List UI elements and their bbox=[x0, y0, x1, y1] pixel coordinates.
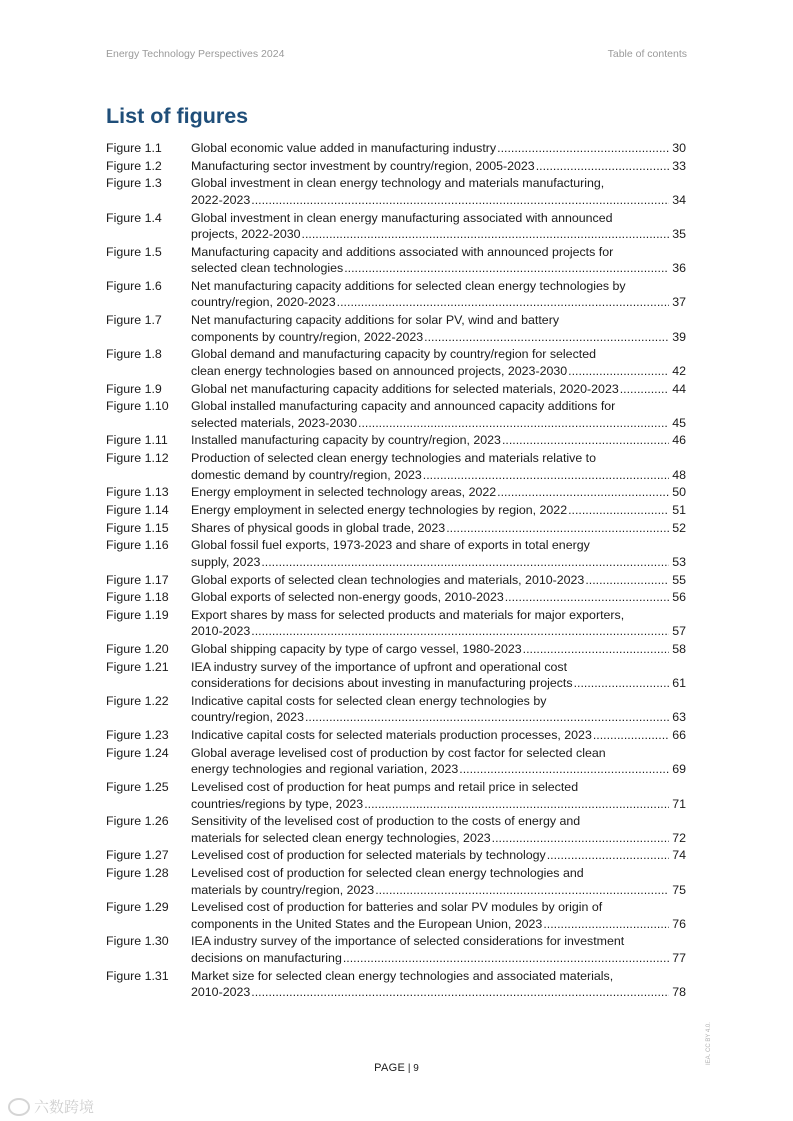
caption-text: Indicative capital costs for selected materials production processes, 2023 bbox=[191, 728, 592, 743]
caption-last-line bbox=[191, 192, 686, 209]
caption-last-line bbox=[191, 158, 686, 175]
caption-text: Global net manufacturing capacity additions for selected materials, 2020-2023 bbox=[191, 381, 619, 396]
page-reference[interactable]: 42 bbox=[672, 363, 686, 378]
caption-text: countries/regions by type, 2023 bbox=[191, 796, 364, 811]
caption-text: Energy employment in selected technology areas, 2022 bbox=[191, 485, 497, 500]
figure-caption bbox=[191, 432, 686, 449]
caption-text: considerations for decisions about investing in manufacturing projects bbox=[191, 676, 573, 691]
page-reference[interactable]: 48 bbox=[672, 467, 686, 482]
dot-leader bbox=[423, 467, 669, 484]
figure-number: Figure 1.8 bbox=[106, 347, 162, 362]
dot-leader bbox=[568, 502, 669, 519]
caption-text: materials by country/region, 2023 bbox=[191, 882, 375, 897]
watermark bbox=[8, 1096, 94, 1117]
caption-text: projects, 2022-2030 bbox=[191, 227, 301, 242]
figure-caption bbox=[191, 484, 686, 501]
figure-caption bbox=[191, 899, 686, 932]
dot-leader bbox=[568, 363, 669, 380]
page-reference[interactable]: 45 bbox=[672, 415, 686, 430]
figure-entry[interactable] bbox=[106, 346, 686, 379]
figure-entry[interactable] bbox=[106, 210, 686, 243]
figure-number: Figure 1.2 bbox=[106, 158, 162, 173]
figure-caption bbox=[191, 381, 686, 398]
figure-number: Figure 1.5 bbox=[106, 244, 162, 259]
dot-leader bbox=[536, 158, 669, 175]
figure-entry[interactable] bbox=[106, 847, 686, 864]
dot-leader bbox=[502, 432, 669, 449]
page-reference[interactable]: 56 bbox=[672, 590, 686, 605]
page-reference[interactable]: 71 bbox=[672, 796, 686, 811]
dot-leader bbox=[497, 140, 669, 157]
caption-last-line bbox=[191, 140, 686, 157]
figure-entry[interactable] bbox=[106, 865, 686, 898]
figure-number: Figure 1.9 bbox=[106, 381, 162, 396]
caption-text: Installed manufacturing capacity by country/region, 2023 bbox=[191, 433, 501, 448]
figure-entry[interactable] bbox=[106, 745, 686, 778]
watermark-text: 六数跨境 bbox=[34, 1099, 95, 1116]
figure-number: Figure 1.1 bbox=[106, 141, 162, 155]
page-reference[interactable]: 77 bbox=[672, 950, 686, 965]
figure-entry[interactable] bbox=[106, 244, 686, 277]
figure-caption bbox=[191, 779, 686, 812]
caption-text: Shares of physical goods in global trade, 2023 bbox=[191, 520, 446, 535]
caption-last-line bbox=[191, 830, 686, 847]
caption-last-line bbox=[191, 415, 686, 432]
figure-caption bbox=[191, 210, 686, 243]
dot-leader bbox=[424, 329, 669, 346]
watermark-logo-icon bbox=[8, 1098, 30, 1116]
page-reference[interactable]: 44 bbox=[672, 381, 686, 396]
figure-number: Figure 1.27 bbox=[106, 848, 169, 863]
figure-caption bbox=[191, 693, 686, 726]
caption-last-line bbox=[191, 623, 686, 640]
caption-text: clean energy technologies based on announced projects, 2023-2030 bbox=[191, 363, 568, 378]
page-reference[interactable]: 30 bbox=[672, 141, 686, 155]
caption-last-line bbox=[191, 916, 686, 933]
page-reference[interactable]: 63 bbox=[672, 710, 686, 725]
figure-number: Figure 1.22 bbox=[106, 693, 169, 708]
figure-number: Figure 1.25 bbox=[106, 780, 169, 794]
caption-last-line bbox=[191, 226, 686, 243]
figure-caption bbox=[191, 175, 686, 208]
dot-leader bbox=[364, 796, 669, 813]
caption-text: Energy employment in selected energy technologies by region, 2022 bbox=[191, 502, 568, 517]
caption-text: 2010-2023 bbox=[191, 624, 251, 639]
dot-leader bbox=[574, 675, 669, 692]
figure-number: Figure 1.19 bbox=[106, 607, 169, 622]
dot-leader bbox=[446, 520, 669, 537]
caption-line: Net manufacturing capacity additions for solar PV, wind and battery bbox=[191, 313, 560, 328]
caption-text: supply, 2023 bbox=[191, 554, 261, 569]
figure-caption bbox=[191, 607, 686, 640]
caption-text: selected materials, 2023-2030 bbox=[191, 415, 357, 430]
caption-last-line bbox=[191, 950, 686, 967]
page-reference[interactable]: 78 bbox=[672, 985, 686, 1000]
figure-caption bbox=[191, 727, 686, 744]
caption-last-line bbox=[191, 520, 686, 537]
caption-last-line bbox=[191, 589, 686, 606]
figure-number: Figure 1.29 bbox=[106, 900, 169, 915]
caption-line: IEA industry survey of the importance of selected considerations for investment bbox=[191, 934, 625, 949]
figure-caption bbox=[191, 968, 686, 1001]
dot-leader bbox=[375, 882, 669, 899]
caption-text: country/region, 2020-2023 bbox=[191, 295, 336, 310]
figure-entry[interactable] bbox=[106, 175, 686, 208]
caption-last-line bbox=[191, 984, 686, 1001]
dot-leader bbox=[459, 761, 669, 778]
caption-line: Levelised cost of production for selected clean energy technologies and bbox=[191, 866, 584, 881]
figure-entry[interactable] bbox=[106, 933, 686, 966]
figure-caption bbox=[191, 398, 686, 431]
figure-caption bbox=[191, 312, 686, 345]
caption-line: Global fossil fuel exports, 1973-2023 and share of exports in total energy bbox=[191, 538, 590, 553]
figure-number: Figure 1.3 bbox=[106, 176, 162, 191]
figure-number: Figure 1.12 bbox=[106, 451, 169, 466]
caption-text: decisions on manufacturing bbox=[191, 950, 342, 965]
page-reference[interactable]: 72 bbox=[672, 830, 686, 845]
figure-caption bbox=[191, 659, 686, 692]
dot-leader bbox=[344, 260, 669, 277]
caption-text: domestic demand by country/region, 2023 bbox=[191, 467, 422, 482]
figure-number: Figure 1.28 bbox=[106, 866, 169, 881]
figure-entry[interactable] bbox=[106, 381, 686, 398]
page-reference[interactable]: 39 bbox=[672, 329, 686, 344]
page-reference[interactable]: 57 bbox=[672, 624, 686, 639]
caption-line: Manufacturing capacity and additions associated with announced projects for bbox=[191, 244, 614, 259]
page-separator: | bbox=[405, 1063, 414, 1074]
page-reference[interactable]: 35 bbox=[672, 227, 686, 242]
caption-line: Export shares by mass for selected products and materials for major exporters, bbox=[191, 607, 625, 622]
figure-entry[interactable] bbox=[106, 589, 686, 606]
page-label-text: PAGE bbox=[374, 1062, 406, 1074]
caption-text: 2010-2023 bbox=[191, 985, 251, 1000]
figure-caption bbox=[191, 140, 686, 157]
figure-entry[interactable] bbox=[106, 520, 686, 537]
figure-number: Figure 1.4 bbox=[106, 210, 162, 225]
page-title: List of figures bbox=[106, 104, 249, 128]
figure-number: Figure 1.24 bbox=[106, 745, 169, 760]
dot-leader bbox=[497, 484, 669, 501]
caption-text: 2022-2023 bbox=[191, 192, 251, 207]
dot-leader bbox=[523, 641, 669, 658]
caption-text: Global economic value added in manufacturing industry bbox=[191, 141, 497, 155]
caption-text: components by country/region, 2022-2023 bbox=[191, 329, 424, 344]
dot-leader bbox=[620, 381, 669, 398]
figure-number: Figure 1.10 bbox=[106, 399, 169, 414]
figure-entry[interactable] bbox=[106, 693, 686, 726]
dot-leader bbox=[505, 589, 669, 606]
figure-caption bbox=[191, 572, 686, 589]
caption-last-line bbox=[191, 847, 686, 864]
figure-number: Figure 1.31 bbox=[106, 968, 169, 983]
dot-leader bbox=[547, 847, 669, 864]
figure-number: Figure 1.26 bbox=[106, 814, 169, 829]
caption-last-line bbox=[191, 572, 686, 589]
page-reference[interactable]: 76 bbox=[672, 916, 686, 931]
dot-leader bbox=[358, 415, 669, 432]
figure-caption bbox=[191, 244, 686, 277]
figure-entry[interactable] bbox=[106, 432, 686, 449]
figure-number: Figure 1.11 bbox=[106, 433, 168, 448]
figure-entry[interactable] bbox=[106, 398, 686, 431]
page-footer bbox=[0, 1062, 793, 1074]
dot-leader bbox=[585, 572, 669, 589]
figure-entry[interactable] bbox=[106, 641, 686, 658]
caption-last-line bbox=[191, 329, 686, 346]
dot-leader bbox=[261, 554, 669, 571]
caption-last-line bbox=[191, 796, 686, 813]
figure-entry[interactable] bbox=[106, 779, 686, 812]
caption-line: Sensitivity of the levelised cost of production to the costs of energy and bbox=[191, 814, 581, 829]
page-reference[interactable]: 75 bbox=[672, 882, 686, 897]
caption-line: Levelised cost of production for batteries and solar PV modules by origin of bbox=[191, 900, 603, 915]
dot-leader bbox=[251, 984, 669, 1001]
caption-line: Levelised cost of production for heat pumps and retail price in selected bbox=[191, 780, 579, 794]
figure-caption bbox=[191, 520, 686, 537]
figure-number: Figure 1.17 bbox=[106, 572, 169, 587]
figure-number: Figure 1.23 bbox=[106, 728, 169, 743]
running-header-title: Energy Technology Perspectives 2024 bbox=[106, 48, 285, 60]
page-reference[interactable]: 34 bbox=[672, 192, 686, 207]
figure-caption bbox=[191, 847, 686, 864]
figure-number: Figure 1.20 bbox=[106, 642, 169, 657]
dot-leader bbox=[251, 623, 669, 640]
page-reference[interactable]: 74 bbox=[672, 848, 686, 863]
caption-text: Levelised cost of production for selected materials by technology bbox=[191, 848, 546, 863]
page-reference[interactable]: 58 bbox=[672, 642, 686, 657]
page-reference[interactable]: 53 bbox=[672, 554, 686, 569]
caption-line: Global average levelised cost of production by cost factor for selected clean bbox=[191, 745, 606, 760]
figure-list bbox=[106, 140, 686, 1002]
page-reference[interactable]: 33 bbox=[672, 158, 686, 173]
figure-number: Figure 1.18 bbox=[106, 590, 169, 605]
caption-line: Global investment in clean energy manufacturing associated with announced bbox=[191, 210, 613, 225]
figure-number: Figure 1.7 bbox=[106, 313, 162, 328]
figure-number: Figure 1.15 bbox=[106, 520, 169, 535]
caption-line: Global installed manufacturing capacity and announced capacity additions for bbox=[191, 399, 616, 414]
page-number: 9 bbox=[413, 1063, 419, 1074]
dot-leader bbox=[492, 830, 669, 847]
caption-text: Global exports of selected non-energy goods, 2010-2023 bbox=[191, 590, 504, 605]
figure-entry[interactable] bbox=[106, 450, 686, 483]
figure-entry[interactable] bbox=[106, 968, 686, 1001]
caption-last-line bbox=[191, 502, 686, 519]
page-reference[interactable]: 37 bbox=[672, 295, 686, 310]
dot-leader bbox=[343, 950, 669, 967]
dot-leader bbox=[593, 727, 669, 744]
page-reference[interactable]: 36 bbox=[672, 261, 686, 276]
figure-caption bbox=[191, 158, 686, 175]
caption-text: materials for selected clean energy technologies, 2023 bbox=[191, 830, 491, 845]
caption-text: energy technologies and regional variation, 2023 bbox=[191, 762, 459, 777]
figure-caption bbox=[191, 278, 686, 311]
caption-last-line bbox=[191, 761, 686, 778]
caption-line: Indicative capital costs for selected clean energy technologies by bbox=[191, 693, 547, 708]
caption-text: selected clean technologies bbox=[191, 261, 344, 276]
caption-line: Production of selected clean energy technologies and materials relative to bbox=[191, 451, 597, 466]
page-label bbox=[374, 1063, 405, 1074]
license-note: IEA. CC BY 4.0. bbox=[706, 1022, 712, 1065]
figure-number: Figure 1.14 bbox=[106, 502, 169, 517]
figure-entry[interactable] bbox=[106, 484, 686, 501]
dot-leader bbox=[305, 709, 669, 726]
figure-caption bbox=[191, 865, 686, 898]
figure-number: Figure 1.16 bbox=[106, 538, 169, 553]
figure-entry[interactable] bbox=[106, 278, 686, 311]
running-header-section: Table of contents bbox=[607, 48, 687, 60]
dot-leader bbox=[337, 294, 669, 311]
caption-last-line bbox=[191, 432, 686, 449]
page-reference[interactable]: 55 bbox=[672, 572, 686, 587]
caption-line: Global investment in clean energy technology and materials manufacturing, bbox=[191, 176, 605, 191]
caption-line: Net manufacturing capacity additions for selected clean energy technologies by bbox=[191, 278, 626, 293]
figure-number: Figure 1.6 bbox=[106, 278, 162, 293]
figure-caption bbox=[191, 502, 686, 519]
page-reference[interactable]: 51 bbox=[672, 502, 686, 517]
figure-entry[interactable] bbox=[106, 502, 686, 519]
figure-caption bbox=[191, 813, 686, 846]
caption-last-line bbox=[191, 675, 686, 692]
dot-leader bbox=[251, 192, 669, 209]
caption-last-line bbox=[191, 363, 686, 380]
dot-leader bbox=[543, 916, 669, 933]
figure-caption bbox=[191, 933, 686, 966]
caption-last-line bbox=[191, 484, 686, 501]
figure-entry[interactable] bbox=[106, 727, 686, 744]
page-reference[interactable]: 69 bbox=[672, 762, 686, 777]
caption-line: IEA industry survey of the importance of upfront and operational cost bbox=[191, 659, 568, 674]
caption-last-line bbox=[191, 641, 686, 658]
figure-entry[interactable] bbox=[106, 659, 686, 692]
page-reference[interactable]: 46 bbox=[672, 433, 686, 448]
caption-line: Global demand and manufacturing capacity by country/region for selected bbox=[191, 347, 596, 362]
figure-caption bbox=[191, 745, 686, 778]
figure-caption bbox=[191, 641, 686, 658]
caption-last-line bbox=[191, 727, 686, 744]
figure-entry[interactable] bbox=[106, 899, 686, 932]
caption-last-line bbox=[191, 882, 686, 899]
caption-last-line bbox=[191, 260, 686, 277]
figure-entry[interactable] bbox=[106, 537, 686, 570]
page-reference[interactable]: 52 bbox=[672, 520, 686, 535]
figure-caption bbox=[191, 450, 686, 483]
dot-leader bbox=[302, 226, 669, 243]
caption-line: Market size for selected clean energy technologies and associated materials, bbox=[191, 968, 614, 983]
figure-entry[interactable] bbox=[106, 607, 686, 640]
caption-last-line bbox=[191, 554, 686, 571]
caption-text: Global shipping capacity by type of cargo vessel, 1980-2023 bbox=[191, 642, 522, 657]
figure-caption bbox=[191, 346, 686, 379]
figure-number: Figure 1.21 bbox=[106, 659, 169, 674]
figure-caption bbox=[191, 589, 686, 606]
figure-entry[interactable] bbox=[106, 813, 686, 846]
caption-last-line bbox=[191, 381, 686, 398]
caption-last-line bbox=[191, 709, 686, 726]
caption-text: Manufacturing sector investment by country/region, 2005-2023 bbox=[191, 158, 535, 173]
page-reference[interactable]: 50 bbox=[672, 485, 686, 500]
figure-entry[interactable] bbox=[106, 312, 686, 345]
figure-number: Figure 1.30 bbox=[106, 934, 169, 949]
page-reference[interactable]: 61 bbox=[672, 676, 686, 691]
figure-entry[interactable] bbox=[106, 158, 686, 175]
caption-last-line bbox=[191, 294, 686, 311]
caption-text: Global exports of selected clean technologies and materials, 2010-2023 bbox=[191, 572, 585, 587]
caption-text: components in the United States and the European Union, 2023 bbox=[191, 916, 543, 931]
caption-last-line bbox=[191, 467, 686, 484]
figure-entry[interactable] bbox=[106, 140, 686, 157]
page-reference[interactable]: 66 bbox=[672, 728, 686, 743]
figure-number: Figure 1.13 bbox=[106, 485, 169, 500]
figure-caption bbox=[191, 537, 686, 570]
figure-entry[interactable] bbox=[106, 572, 686, 589]
caption-text: country/region, 2023 bbox=[191, 710, 304, 725]
